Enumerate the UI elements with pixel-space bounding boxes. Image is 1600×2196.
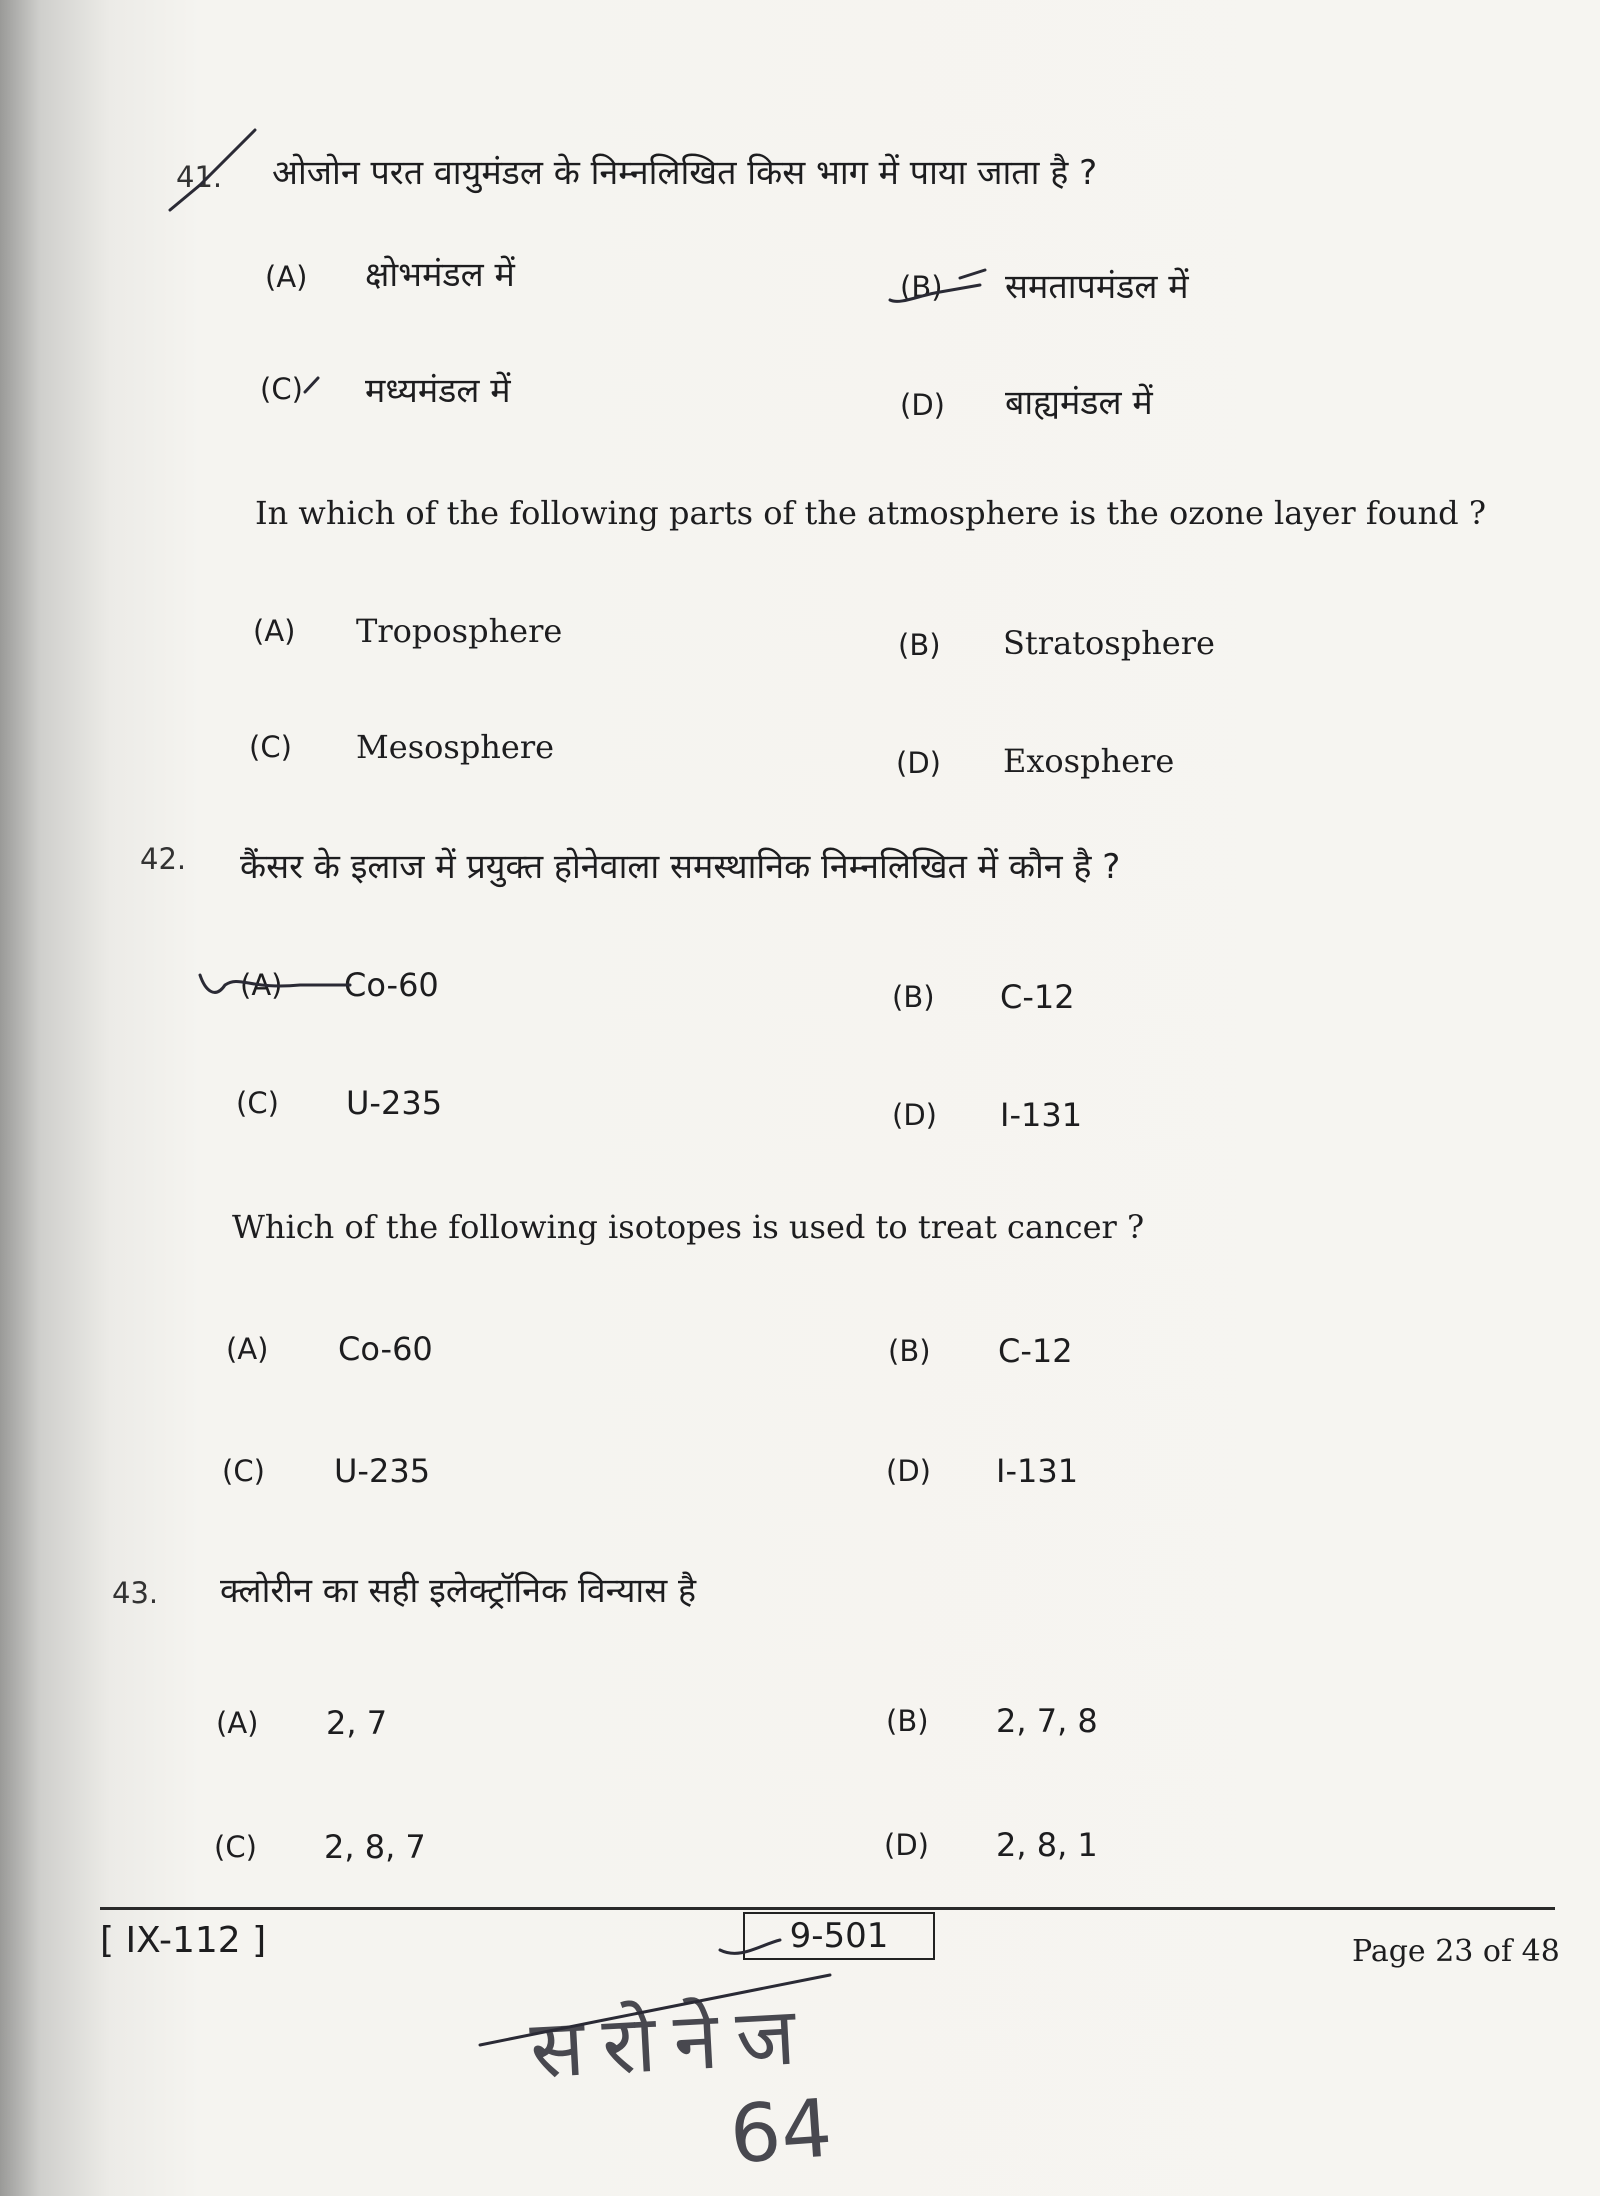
- option-label: (B): [888, 1334, 931, 1368]
- option-text: I-131: [1000, 1096, 1083, 1134]
- option-label: (A): [226, 1332, 269, 1366]
- question-text-hindi: ओजोन परत वायुमंडल के निम्नलिखित किस भाग में पाया जाता है ?: [272, 153, 1098, 193]
- question-text-hindi: क्लोरीन का सही इलेक्ट्रॉनिक विन्यास है: [220, 1571, 697, 1611]
- option-text: क्षोभमंडल में: [365, 255, 515, 295]
- option-text: 2, 8, 7: [324, 1828, 426, 1866]
- option-label: (B): [886, 1704, 929, 1738]
- option-label: (B): [892, 980, 935, 1014]
- option-text: Mesosphere: [356, 728, 555, 766]
- option-text: U-235: [334, 1452, 431, 1490]
- option-label: (B): [900, 270, 943, 304]
- option-text: समतापमंडल में: [1005, 267, 1189, 307]
- option-text: 2, 8, 1: [996, 1826, 1098, 1864]
- option-text: Exosphere: [1003, 742, 1175, 780]
- option-text: Troposphere: [356, 612, 563, 650]
- handwritten-number: 64: [726, 2081, 835, 2182]
- option-text: U-235: [346, 1084, 443, 1122]
- option-label: (D): [884, 1828, 929, 1862]
- option-label: (D): [886, 1454, 931, 1488]
- question-number: 42.: [140, 842, 187, 876]
- option-label: (D): [900, 388, 945, 422]
- option-label: (A): [240, 968, 283, 1002]
- option-label: (B): [898, 628, 941, 662]
- handwritten-note: सरोनेज: [527, 1988, 816, 2097]
- question-number: 41.: [176, 160, 223, 194]
- option-text: I-131: [996, 1452, 1079, 1490]
- option-label: (C): [249, 730, 292, 764]
- page-number: Page 23 of 48: [1352, 1934, 1560, 1969]
- option-text: 2, 7: [326, 1704, 388, 1742]
- question-text-hindi: कैंसर के इलाज में प्रयुक्त होनेवाला समस्थानिक निम्नलिखित में कौन है ?: [240, 847, 1121, 887]
- option-text: Stratosphere: [1003, 624, 1215, 662]
- footer-divider: [100, 1907, 1555, 1910]
- option-label: (C): [222, 1454, 265, 1488]
- option-label: (D): [892, 1098, 937, 1132]
- option-label: (A): [253, 614, 296, 648]
- option-text: C-12: [998, 1332, 1073, 1370]
- option-label: (C): [260, 372, 303, 406]
- question-text-english: Which of the following isotopes is used to treat cancer ?: [232, 1208, 1145, 1246]
- series-code: [ IX-112 ]: [100, 1920, 267, 1961]
- option-label: (C): [214, 1830, 257, 1864]
- option-label: (D): [896, 746, 941, 780]
- option-text: बाह्यमंडल में: [1005, 383, 1153, 423]
- option-text: C-12: [1000, 978, 1075, 1016]
- option-text: मध्यमंडल में: [365, 371, 511, 411]
- question-number: 43.: [112, 1576, 159, 1610]
- option-label: (A): [265, 260, 308, 294]
- option-text: 2, 7, 8: [996, 1702, 1098, 1740]
- paper-code-box: 9-501: [743, 1912, 935, 1960]
- option-label: (A): [216, 1706, 259, 1740]
- question-text-english: In which of the following parts of the atmosphere is the ozone layer found ?: [255, 494, 1486, 532]
- option-label: (C): [236, 1086, 279, 1120]
- option-text: Co-60: [344, 966, 439, 1004]
- option-text: Co-60: [338, 1330, 433, 1368]
